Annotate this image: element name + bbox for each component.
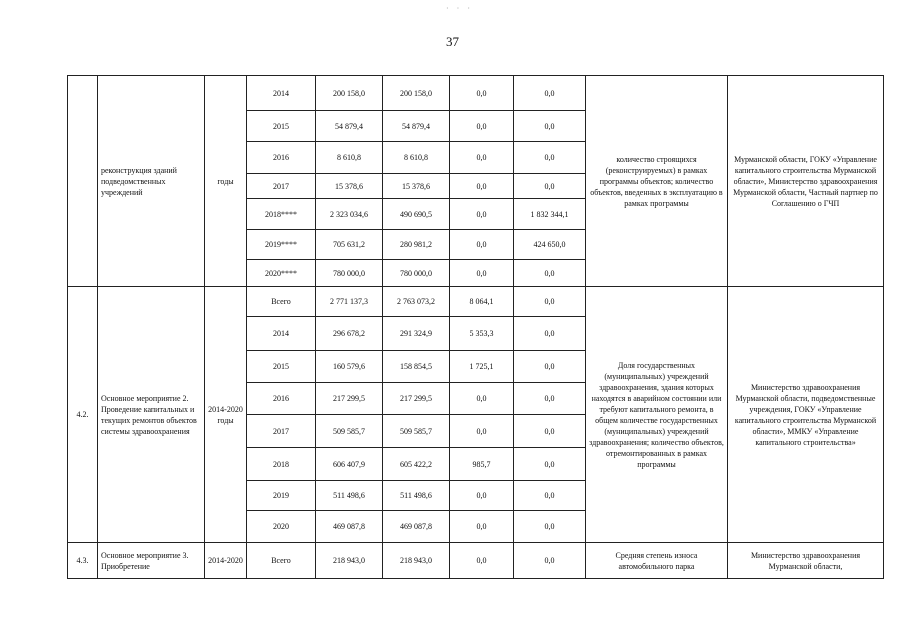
other-cell: 0,0 [514, 351, 586, 383]
year-cell: 2020**** [247, 260, 316, 287]
row-number-cell: 4.2. [68, 287, 98, 543]
year-cell: 2014 [247, 317, 316, 351]
total-cell: 2 771 137,3 [316, 287, 383, 317]
other-cell: 0,0 [514, 142, 586, 174]
federal-cell: 0,0 [450, 174, 514, 199]
scan-speck: · · · [446, 4, 473, 13]
other-cell: 0,0 [514, 317, 586, 351]
other-cell: 0,0 [514, 174, 586, 199]
total-cell: 469 087,8 [316, 511, 383, 543]
year-cell: 2015 [247, 111, 316, 142]
other-cell: 0,0 [514, 415, 586, 448]
total-cell: 606 407,9 [316, 448, 383, 481]
year-cell: Всего [247, 287, 316, 317]
page-number: 37 [446, 34, 459, 49]
period-cell: 2014-2020 годы [205, 287, 247, 543]
total-cell: 509 585,7 [316, 415, 383, 448]
executor-cell: Мурманской области, ГОКУ «Управление капитального строительства Мурманской области», Министерство здравоохранения Мурманской области, Частный партнер по Соглашению о ГЧП [728, 76, 884, 287]
regional-cell: 217 299,5 [383, 383, 450, 415]
year-cell: 2017 [247, 415, 316, 448]
federal-cell: 0,0 [450, 111, 514, 142]
other-cell: 0,0 [514, 511, 586, 543]
executor-cell: Министерство здравоохранения Мурманской области, подведомственные учреждения, ГОКУ «Управление капитального строительства Мурманской области», ММКУ «Управление капитального строительства» [728, 287, 884, 543]
executor-cell: Министерство здравоохранения Мурманской области, [728, 543, 884, 579]
table-row [68, 543, 884, 579]
other-cell: 0,0 [514, 448, 586, 481]
year-cell: 2018**** [247, 199, 316, 230]
regional-cell: 15 378,6 [383, 174, 450, 199]
total-cell: 296 678,2 [316, 317, 383, 351]
program-table [67, 75, 884, 579]
federal-cell: 0,0 [450, 511, 514, 543]
year-cell: 2014 [247, 76, 316, 111]
federal-cell: 0,0 [450, 543, 514, 579]
period-cell: годы [205, 76, 247, 287]
other-cell: 0,0 [514, 287, 586, 317]
other-cell: 0,0 [514, 260, 586, 287]
regional-cell: 490 690,5 [383, 199, 450, 230]
regional-cell: 280 981,2 [383, 230, 450, 260]
indicator-cell: количество строящихся (реконструируемых) в рамках программы объектов; количество объектов, введенных в эксплуатацию в рамках программы [586, 76, 728, 287]
total-cell: 160 579,6 [316, 351, 383, 383]
other-cell: 0,0 [514, 383, 586, 415]
other-cell: 0,0 [514, 111, 586, 142]
federal-cell: 0,0 [450, 76, 514, 111]
total-cell: 705 631,2 [316, 230, 383, 260]
regional-cell: 509 585,7 [383, 415, 450, 448]
other-cell: 424 650,0 [514, 230, 586, 260]
federal-cell: 0,0 [450, 142, 514, 174]
total-cell: 511 498,6 [316, 481, 383, 511]
regional-cell: 218 943,0 [383, 543, 450, 579]
indicator-cell: Средняя степень износа автомобильного парка [586, 543, 728, 579]
year-cell: 2019**** [247, 230, 316, 260]
period-cell: 2014-2020 [205, 543, 247, 579]
other-cell: 0,0 [514, 76, 586, 111]
federal-cell: 0,0 [450, 199, 514, 230]
federal-cell: 1 725,1 [450, 351, 514, 383]
row-number-cell [68, 76, 98, 287]
regional-cell: 8 610,8 [383, 142, 450, 174]
measure-name: Основное мероприятие 3. Приобретение [98, 543, 205, 579]
regional-cell: 291 324,9 [383, 317, 450, 351]
year-cell: 2016 [247, 142, 316, 174]
year-cell: 2020 [247, 511, 316, 543]
regional-cell: 605 422,2 [383, 448, 450, 481]
total-cell: 200 158,0 [316, 76, 383, 111]
year-cell: 2019 [247, 481, 316, 511]
table-row [68, 76, 884, 111]
table-row [68, 287, 884, 317]
federal-cell: 0,0 [450, 481, 514, 511]
federal-cell: 8 064,1 [450, 287, 514, 317]
federal-cell: 0,0 [450, 260, 514, 287]
total-cell: 15 378,6 [316, 174, 383, 199]
indicator-cell: Доля государственных (муниципальных) учреждений здравоохранения, здания которых находятся в аварийном состоянии или требуют капитального ремонта, в общем количестве государственных (муниципальных) учреждений здравоохранения; количество объектов, отремонтированных в рамках программы [586, 287, 728, 543]
measure-name: реконструкция зданий подведомственных учреждений [98, 76, 205, 287]
total-cell: 218 943,0 [316, 543, 383, 579]
regional-cell: 2 763 073,2 [383, 287, 450, 317]
total-cell: 54 879,4 [316, 111, 383, 142]
other-cell: 0,0 [514, 543, 586, 579]
year-cell: 2017 [247, 174, 316, 199]
row-number-cell: 4.3. [68, 543, 98, 579]
federal-cell: 985,7 [450, 448, 514, 481]
other-cell: 0,0 [514, 481, 586, 511]
total-cell: 2 323 034,6 [316, 199, 383, 230]
year-cell: 2015 [247, 351, 316, 383]
year-cell: 2016 [247, 383, 316, 415]
year-cell: 2018 [247, 448, 316, 481]
federal-cell: 0,0 [450, 383, 514, 415]
total-cell: 217 299,5 [316, 383, 383, 415]
regional-cell: 54 879,4 [383, 111, 450, 142]
regional-cell: 469 087,8 [383, 511, 450, 543]
total-cell: 780 000,0 [316, 260, 383, 287]
federal-cell: 0,0 [450, 230, 514, 260]
federal-cell: 0,0 [450, 415, 514, 448]
federal-cell: 5 353,3 [450, 317, 514, 351]
year-cell: Всего [247, 543, 316, 579]
total-cell: 8 610,8 [316, 142, 383, 174]
other-cell: 1 832 344,1 [514, 199, 586, 230]
measure-name: Основное мероприятие 2. Проведение капитальных и текущих ремонтов объектов системы здравоохранения [98, 287, 205, 543]
regional-cell: 511 498,6 [383, 481, 450, 511]
regional-cell: 780 000,0 [383, 260, 450, 287]
regional-cell: 200 158,0 [383, 76, 450, 111]
regional-cell: 158 854,5 [383, 351, 450, 383]
